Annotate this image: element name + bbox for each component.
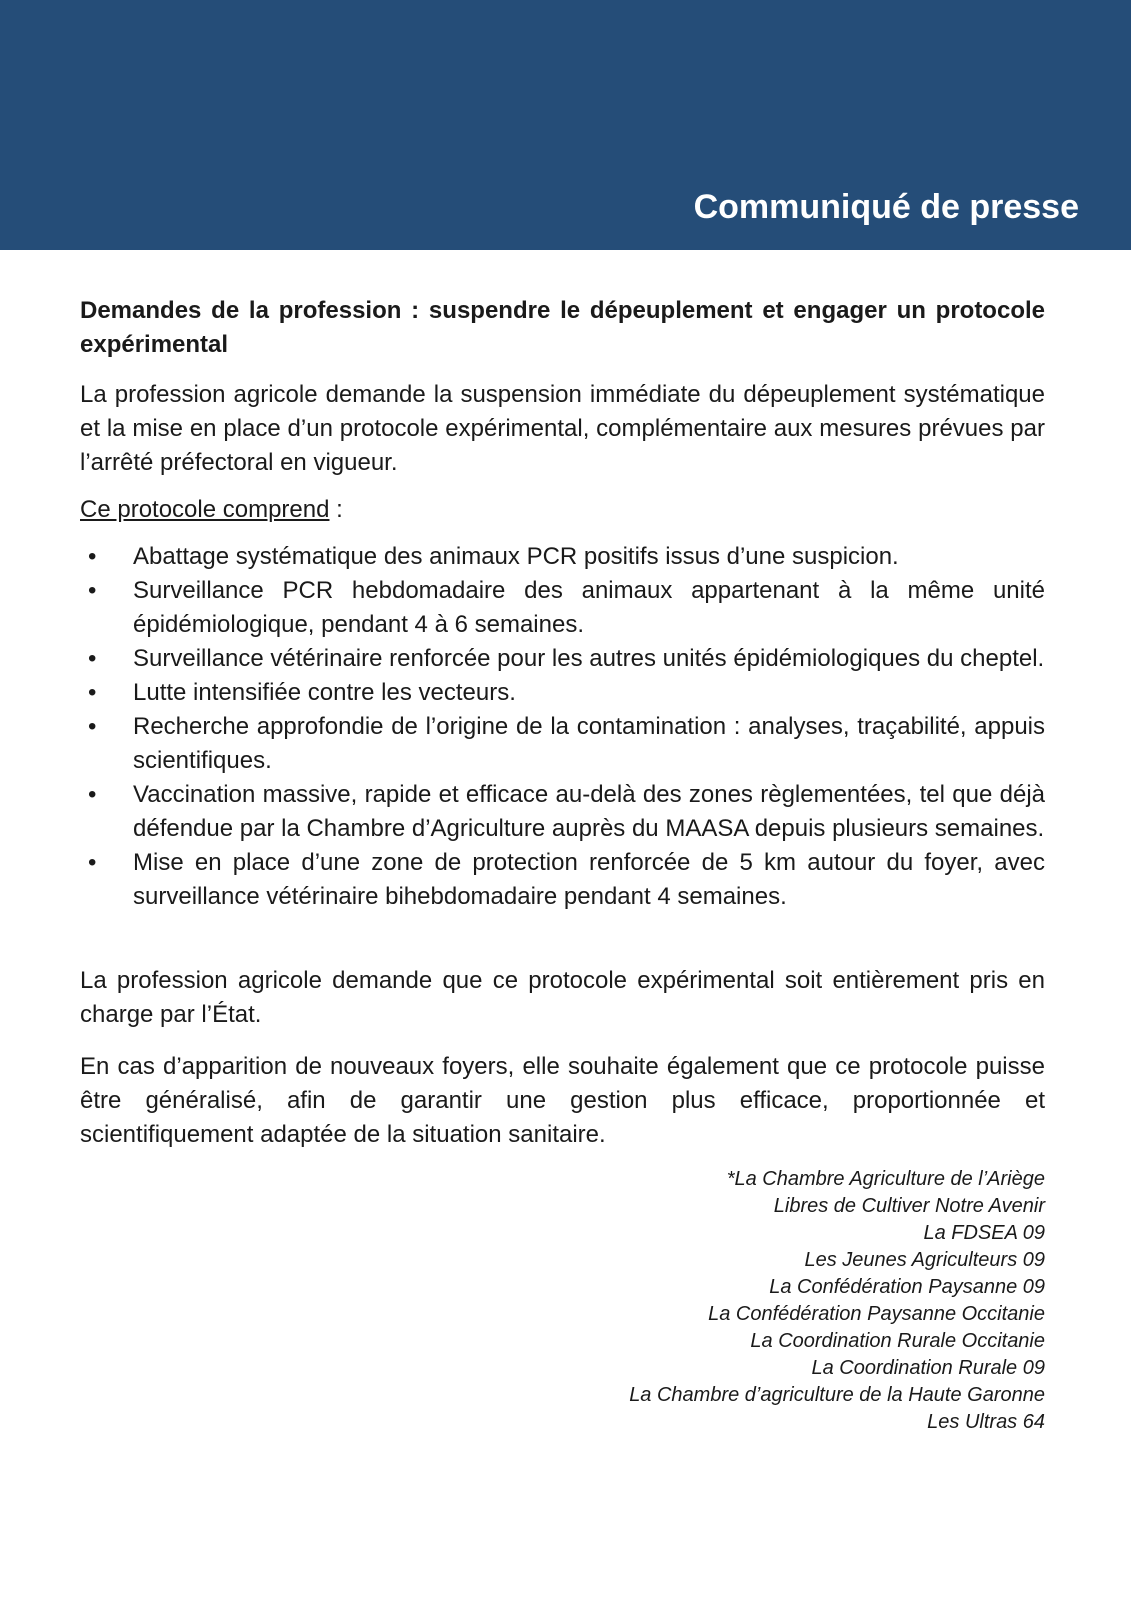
- bullet-item-text: Surveillance vétérinaire renforcée pour les autres unités épidémiologiques du cheptel.: [133, 645, 1045, 672]
- signature-block: [80, 1166, 1045, 1436]
- signature-line: La Confédération Paysanne 09: [769, 1276, 1045, 1298]
- bullet-item-text: Surveillance PCR hebdomadaire des animaux appartenant à la même unité épidémiologique, pendant 4 à 6 semaines.: [133, 577, 1045, 638]
- signature-line: Les Ultras 64: [927, 1411, 1045, 1433]
- bullet-list-item: [80, 676, 1045, 710]
- bullet-list-item: [80, 846, 1045, 914]
- bullet-icon: •: [88, 543, 97, 570]
- signature-line: La FDSEA 09: [923, 1222, 1045, 1244]
- protocol-label-underlined: Ce protocole comprend: [80, 496, 330, 523]
- bullet-list-item: [80, 778, 1045, 846]
- bullet-item-text: Vaccination massive, rapide et efficace au-delà des zones règlementées, tel que déjà défendue par la Chambre d’Agriculture auprès du MAASA depuis plusieurs semaines.: [133, 781, 1045, 842]
- header-banner: [0, 0, 1131, 250]
- signature-line: *La Chambre Agriculture de l’Ariège: [726, 1168, 1045, 1190]
- bullet-list-item: [80, 710, 1045, 778]
- document-body: [0, 250, 1131, 1436]
- bullet-item-text: Lutte intensifiée contre les vecteurs.: [133, 679, 516, 706]
- bullet-list-item: [80, 574, 1045, 642]
- bullet-list-item: [80, 642, 1045, 676]
- signature-line: La Coordination Rurale Occitanie: [750, 1330, 1045, 1352]
- signature-line: Libres de Cultiver Notre Avenir: [773, 1195, 1045, 1217]
- intro-paragraph: La profession agricole demande la suspension immédiate du dépeuplement systématique et la mise en place d’un protocole expérimental, complémentaire aux mesures prévues par l’arrêté préfectoral en vigueur.: [80, 381, 1045, 476]
- signature-line: La Chambre d’agriculture de la Haute Garonne: [629, 1384, 1045, 1406]
- bullet-icon: •: [88, 577, 97, 604]
- state-funding-paragraph: La profession agricole demande que ce protocole expérimental soit entièrement pris en charge par l’État.: [80, 967, 1045, 1028]
- bullet-icon: •: [88, 645, 97, 672]
- protocol-label: [80, 493, 1045, 527]
- signature-line: La Coordination Rurale 09: [811, 1357, 1045, 1379]
- document-heading: Demandes de la profession : suspendre le dépeuplement et engager un protocole expérimental: [80, 297, 1045, 358]
- bullet-item-text: Mise en place d’une zone de protection renforcée de 5 km autour du foyer, avec surveillance vétérinaire bihebdomadaire pendant 4 semaines.: [133, 849, 1045, 910]
- bullet-icon: •: [88, 849, 97, 876]
- generalization-paragraph: En cas d’apparition de nouveaux foyers, elle souhaite également que ce protocole puisse être généralisé, afin de garantir une gestion plus efficace, proportionnée et scientifiquement adaptée de la situation sanitaire.: [80, 1053, 1045, 1148]
- bullet-icon: •: [88, 713, 97, 740]
- bullet-item-text: Recherche approfondie de l’origine de la contamination : analyses, traçabilité, appuis scientifiques.: [133, 713, 1045, 774]
- signature-line: Les Jeunes Agriculteurs 09: [804, 1249, 1045, 1271]
- banner-title: Communiqué de presse: [693, 188, 1079, 226]
- protocol-label-suffix: :: [329, 496, 343, 523]
- protocol-bullet-list: [80, 540, 1045, 914]
- signature-line: La Confédération Paysanne Occitanie: [708, 1303, 1045, 1325]
- bullet-icon: •: [88, 679, 97, 706]
- bullet-list-item: [80, 540, 1045, 574]
- bullet-item-text: Abattage systématique des animaux PCR positifs issus d’une suspicion.: [133, 543, 899, 570]
- bullet-icon: •: [88, 781, 97, 808]
